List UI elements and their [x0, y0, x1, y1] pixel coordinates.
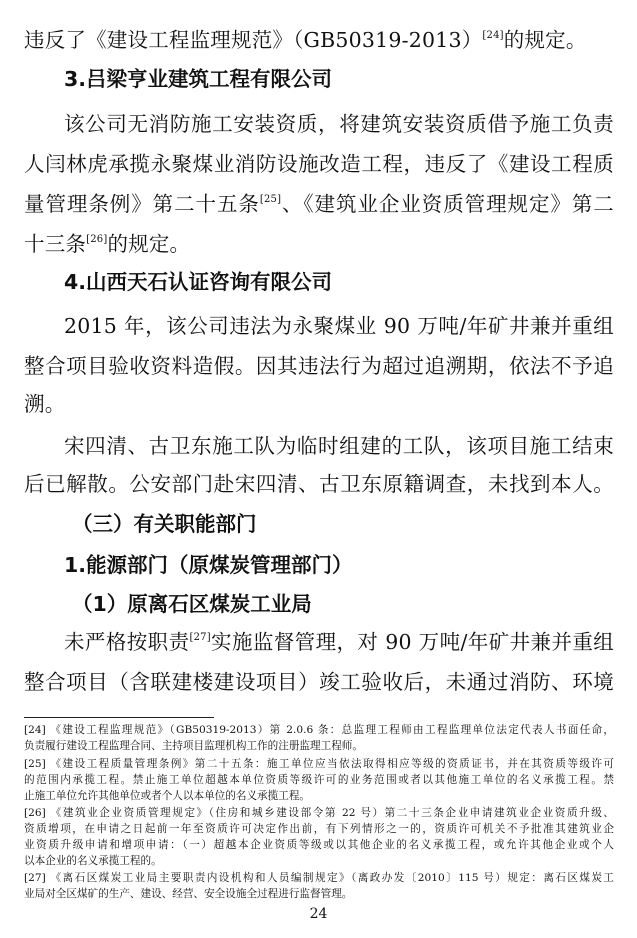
- text-segment: 十三条: [24, 232, 87, 256]
- footnote-ref-27[interactable]: [27]: [189, 632, 211, 643]
- body-line: 该公司无消防施工安装资质，将建筑安装资质借予施工负责: [64, 112, 614, 136]
- body-line: [64, 624, 614, 660]
- heading-energy-dept: 1.能源部门（原煤炭管理部门）: [64, 553, 353, 577]
- footnote-24-cont: 负责履行建设工程监理合同、主持项目监理机构工作的注册监理工程师。: [24, 740, 363, 752]
- footnote-26: [26] 《建筑业企业资质管理规定》（住房和城乡建设部令第 22 号）第二十三条企业申请建筑业企业资质升级、: [24, 807, 614, 819]
- heading-section-3: （三）有关职能部门: [72, 512, 257, 536]
- page-number: 24: [309, 906, 328, 922]
- body-line-1: [24, 22, 614, 58]
- footnote-26-cont: 以本企业的名义承揽工程的。: [24, 855, 162, 867]
- footnote-25: [25] 《建设工程质量管理条例》第二十五条：施工单位应当依法取得相应等级的资质证书，并在其资质等级许可: [24, 758, 614, 770]
- heading-shanxi-tianshi: 4.山西天石认证咨询有限公司: [64, 270, 333, 294]
- footnote-ref-24[interactable]: [24]: [482, 30, 504, 41]
- text-segment: 、《建筑业企业资质管理规定》第二: [281, 192, 614, 216]
- footnote-25-cont: 的范围内承揽工程。禁止施工单位超越本单位资质等级许可的业务范围或者以其他施工单位的名义承揽工程。禁: [24, 774, 614, 786]
- footnote-divider: [24, 717, 214, 718]
- text-segment: 量管理条例》第二十五条: [24, 192, 260, 216]
- body-line: 溯。: [24, 392, 66, 416]
- text-segment: 违反了《建设工程监理规范》（GB50319-2013）: [24, 28, 483, 52]
- text-segment: 的规定。: [503, 28, 587, 52]
- heading-lvliang-hengye: 3.吕梁亨业建筑工程有限公司: [64, 67, 333, 91]
- footnote-26-cont: 资质增项，在申请之日起前一年至资质许可决定作出前，有下列情形之一的，资质许可机关不予批准其建筑业企: [24, 823, 614, 835]
- body-line: 2015 年，该公司违法为永聚煤业 90 万吨/年矿井兼并重组: [64, 314, 614, 338]
- body-line: 人闫林虎承揽永聚煤业消防设施改造工程，违反了《建设工程质: [24, 152, 614, 176]
- body-line: [24, 186, 614, 222]
- footnote-ref-25[interactable]: [25]: [259, 194, 282, 205]
- body-line: 后已解散。公安部门赴宋四清、古卫东原籍调查，未找到本人。: [24, 472, 614, 496]
- footnote-27-cont: 业局对全区煤矿的生产、建设、经营、安全设施全过程进行监督管理。: [24, 888, 353, 900]
- body-line: 整合项目验收资料造假。因其违法行为超过追溯期，依法不予追: [24, 354, 614, 378]
- text-segment: 未严格按职责: [64, 630, 190, 654]
- body-line: 整合项目（含联建楼建设项目）竣工验收后，未通过消防、环境: [24, 670, 614, 694]
- body-line: 宋四清、古卫东施工队为临时组建的工队，该项目施工结束: [64, 434, 614, 458]
- body-line: [24, 226, 614, 262]
- text-segment: 的规定。: [107, 232, 191, 256]
- footnote-25-cont: 止施工单位允许其他单位或者个人以本单位的名义承揽工程。: [24, 790, 311, 802]
- footnote-ref-26[interactable]: [26]: [86, 234, 108, 245]
- footnote-24: [24] 《建设工程监理规范》（GB50319-2013）第 2.0.6 条：总监理工程师由工程监理单位法定代表人书面任命，: [24, 724, 614, 736]
- heading-coal-bureau: （1）原离石区煤炭工业局: [72, 592, 312, 616]
- text-segment: 实施监督管理，对 90 万吨/年矿井兼并重组: [210, 630, 614, 654]
- footnote-26-cont: 业资质升级申请和增项申请：（一）超越本企业资质等级或以其他企业的名义承揽工程，或允许其他企业或个人: [24, 839, 614, 851]
- footnote-27: [27] 《离石区煤炭工业局主要职责内设机构和人员编制规定》（离政办发〔2010〕115 号）规定：离石区煤炭工: [24, 872, 614, 884]
